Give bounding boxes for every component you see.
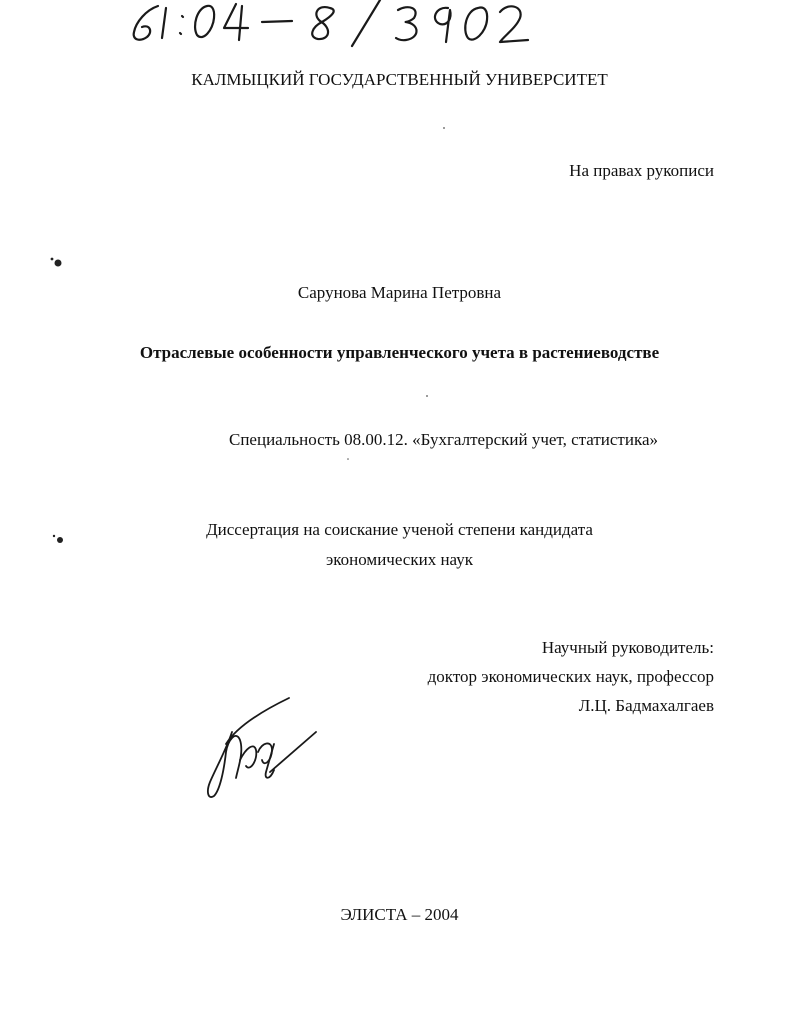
author-name: Сарунова Марина Петровна bbox=[297, 283, 502, 302]
dissertation-title: Отраслевые особенности управленческого учета в растениеводстве bbox=[139, 343, 660, 362]
university-name: КАЛМЫЦКИЙ ГОСУДАРСТВЕННЫЙ УНИВЕРСИТЕТ bbox=[191, 70, 608, 89]
dissertation-line-2: экономических наук bbox=[325, 550, 474, 569]
supervisor-name: Л.Ц. Бадмахалгаев bbox=[578, 696, 714, 715]
city-year: ЭЛИСТА – 2004 bbox=[340, 905, 459, 924]
specialty: Специальность 08.00.12. «Бухгалтерский учет, статистика» bbox=[229, 430, 659, 449]
dissertation-line-1: Диссертация на соискание ученой степени кандидата bbox=[206, 520, 593, 539]
supervisor-degree: доктор экономических наук, профессор bbox=[427, 667, 714, 686]
manuscript-rights: На правах рукописи bbox=[569, 161, 714, 180]
supervisor-label: Научный руководитель: bbox=[541, 638, 714, 657]
